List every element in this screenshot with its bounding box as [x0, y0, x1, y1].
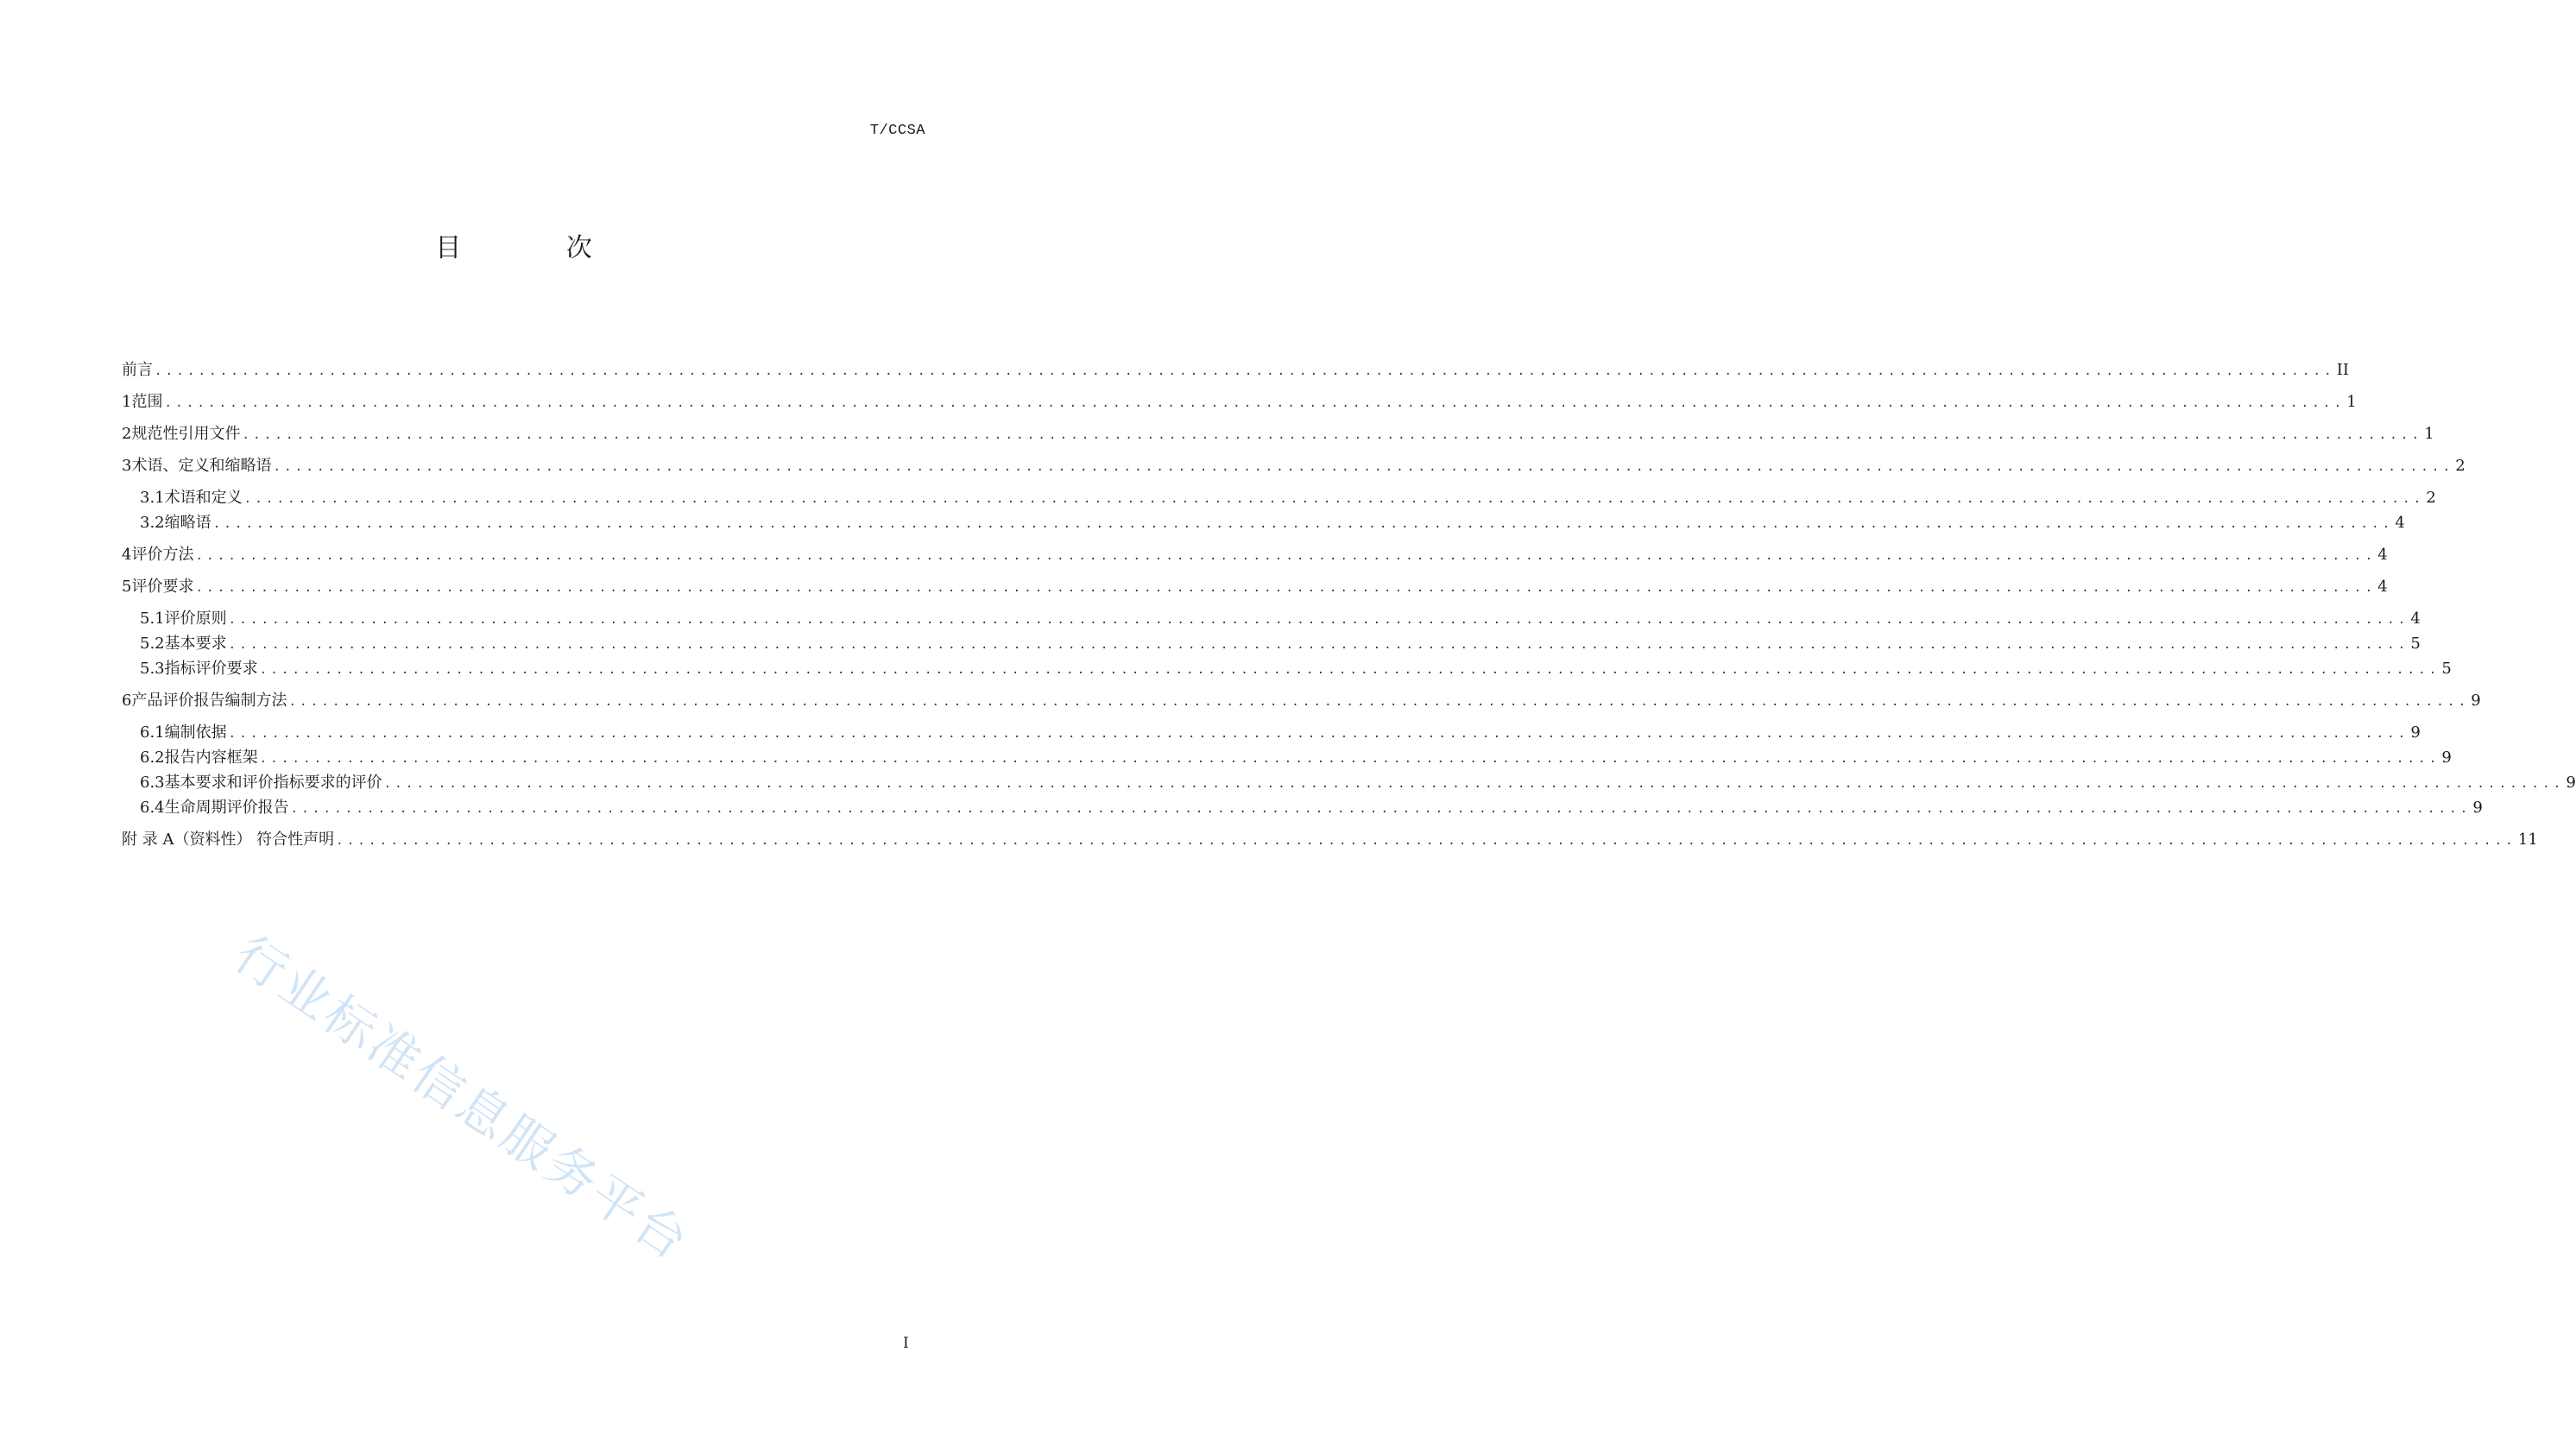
toc-dot-leader: ........................................................................................................................................................................................................ [164, 396, 2346, 410]
toc-entry-page: 5 [2441, 660, 2452, 678]
toc-entry-number: 4 [122, 546, 132, 564]
document-code: T/CCSA [869, 123, 925, 139]
toc-entry-page: 4 [2377, 546, 2388, 564]
toc-entry-number: 5.1 [140, 610, 165, 628]
toc-entry-label: 附 录 A（资料性） 符合性声明 [122, 831, 335, 849]
toc-entry-number: 1 [122, 393, 132, 411]
toc-dot-leader: ........................................................................................................................................................................................................ [242, 428, 2423, 442]
page-number: I [903, 1335, 909, 1352]
toc-entry-label: 范围 [131, 393, 163, 411]
toc-entry[interactable] [122, 827, 2538, 850]
toc-dot-leader: ........................................................................................................................................................................................................ [155, 364, 2335, 378]
toc-dot-leader: ........................................................................................................................................................................................................ [228, 727, 2409, 741]
toc-entry[interactable] [140, 656, 2452, 679]
toc-entry-label: 指标评价要求 [164, 660, 258, 678]
toc-entry-number: 6.3 [140, 774, 165, 792]
toc-entry[interactable] [140, 606, 2421, 629]
toc-entry-page: 2 [2455, 457, 2466, 475]
toc-dot-leader: ........................................................................................................................................................................................................ [273, 460, 2454, 474]
toc-entry-label: 报告内容框架 [164, 749, 258, 767]
toc-entry-label: 评价方法 [131, 546, 194, 564]
toc-entry-page: 9 [2471, 692, 2481, 710]
toc-dot-leader: ........................................................................................................................................................................................................ [195, 549, 2377, 563]
toc-entry[interactable] [122, 389, 2357, 412]
toc-entry[interactable] [140, 720, 2421, 742]
toc-entry[interactable] [140, 510, 2405, 533]
toc-dot-leader: ........................................................................................................................................................................................................ [243, 492, 2425, 506]
toc-entry-label: 产品评价报告编制方法 [131, 692, 287, 710]
toc-entry[interactable] [122, 357, 2349, 380]
toc-entry[interactable] [122, 574, 2388, 597]
toc-entry-number: 3 [122, 457, 132, 475]
toc-entry-label: 术语和定义 [164, 489, 243, 507]
toc-entry[interactable] [122, 542, 2388, 565]
toc-entry[interactable] [140, 485, 2436, 508]
toc-entry-page: 1 [2424, 425, 2434, 443]
toc-entry[interactable] [140, 770, 2576, 793]
toc-entry-page: II [2336, 361, 2349, 379]
toc-entry-number: 5 [122, 578, 132, 596]
toc-entry-label: 缩略语 [164, 514, 212, 532]
toc-entry[interactable] [122, 688, 2481, 711]
toc-entry-number: 5.3 [140, 660, 165, 678]
toc-dot-leader: ........................................................................................................................................................................................................ [383, 777, 2565, 791]
toc-entry-number: 5.2 [140, 635, 165, 653]
toc-entry-label: 评价要求 [131, 578, 194, 596]
toc-entry-label: 编制依据 [164, 723, 227, 742]
toc-entry[interactable] [140, 631, 2421, 654]
toc-entry-page: 4 [2377, 578, 2388, 596]
toc-entry-number: 6.4 [140, 799, 165, 817]
toc-entry-label: 生命周期评价报告 [164, 799, 289, 817]
toc-entry-number: 6 [122, 692, 132, 710]
toc-entry-label: 基本要求 [164, 635, 227, 653]
toc-entry-page: 1 [2346, 393, 2357, 411]
toc-entry-label: 基本要求和评价指标要求的评价 [164, 774, 382, 792]
toc-entry[interactable] [140, 795, 2483, 818]
toc-entry-label: 规范性引用文件 [131, 425, 241, 443]
toc-entry-page: 9 [2441, 749, 2452, 767]
toc-dot-leader: ........................................................................................................................................................................................................ [259, 752, 2440, 766]
toc-dot-leader: ........................................................................................................................................................................................................ [290, 802, 2472, 816]
toc-dot-leader: ........................................................................................................................................................................................................ [228, 638, 2409, 652]
watermark-text: 行业标准信息服务平台 [224, 924, 701, 1273]
toc-entry[interactable] [122, 453, 2466, 476]
toc-entry[interactable] [140, 745, 2452, 768]
toc-entry-page: 9 [2410, 723, 2421, 742]
toc-entry-number: 2 [122, 425, 132, 443]
toc-entry[interactable] [122, 421, 2434, 444]
toc-dot-leader: ........................................................................................................................................................................................................ [288, 695, 2470, 709]
toc-dot-leader: ........................................................................................................................................................................................................ [228, 613, 2409, 627]
toc-entry-page: 9 [2472, 799, 2483, 817]
toc-entry-number: 3.2 [140, 514, 165, 532]
toc-entry-number: 6.2 [140, 749, 165, 767]
toc-entry-number: 6.1 [140, 723, 165, 742]
toc-entry-page: 5 [2410, 635, 2421, 653]
toc-title: 目 次 [435, 233, 641, 263]
toc-entry-page: 4 [2395, 514, 2405, 532]
toc-entry-label: 前言 [122, 361, 153, 379]
toc-dot-leader: ........................................................................................................................................................................................................ [195, 581, 2377, 595]
toc-dot-leader: ........................................................................................................................................................................................................ [336, 834, 2516, 848]
toc-dot-leader: ........................................................................................................................................................................................................ [212, 517, 2394, 531]
toc-entry-page: 11 [2517, 831, 2538, 849]
toc-entry-page: 2 [2426, 489, 2436, 507]
toc-dot-leader: ........................................................................................................................................................................................................ [259, 663, 2440, 677]
toc-entry-number: 3.1 [140, 489, 165, 507]
toc-entry-label: 术语、定义和缩略语 [131, 457, 272, 475]
toc-entry-label: 评价原则 [164, 610, 227, 628]
toc-entry-page: 4 [2410, 610, 2421, 628]
toc-entry-page: 9 [2566, 774, 2576, 792]
